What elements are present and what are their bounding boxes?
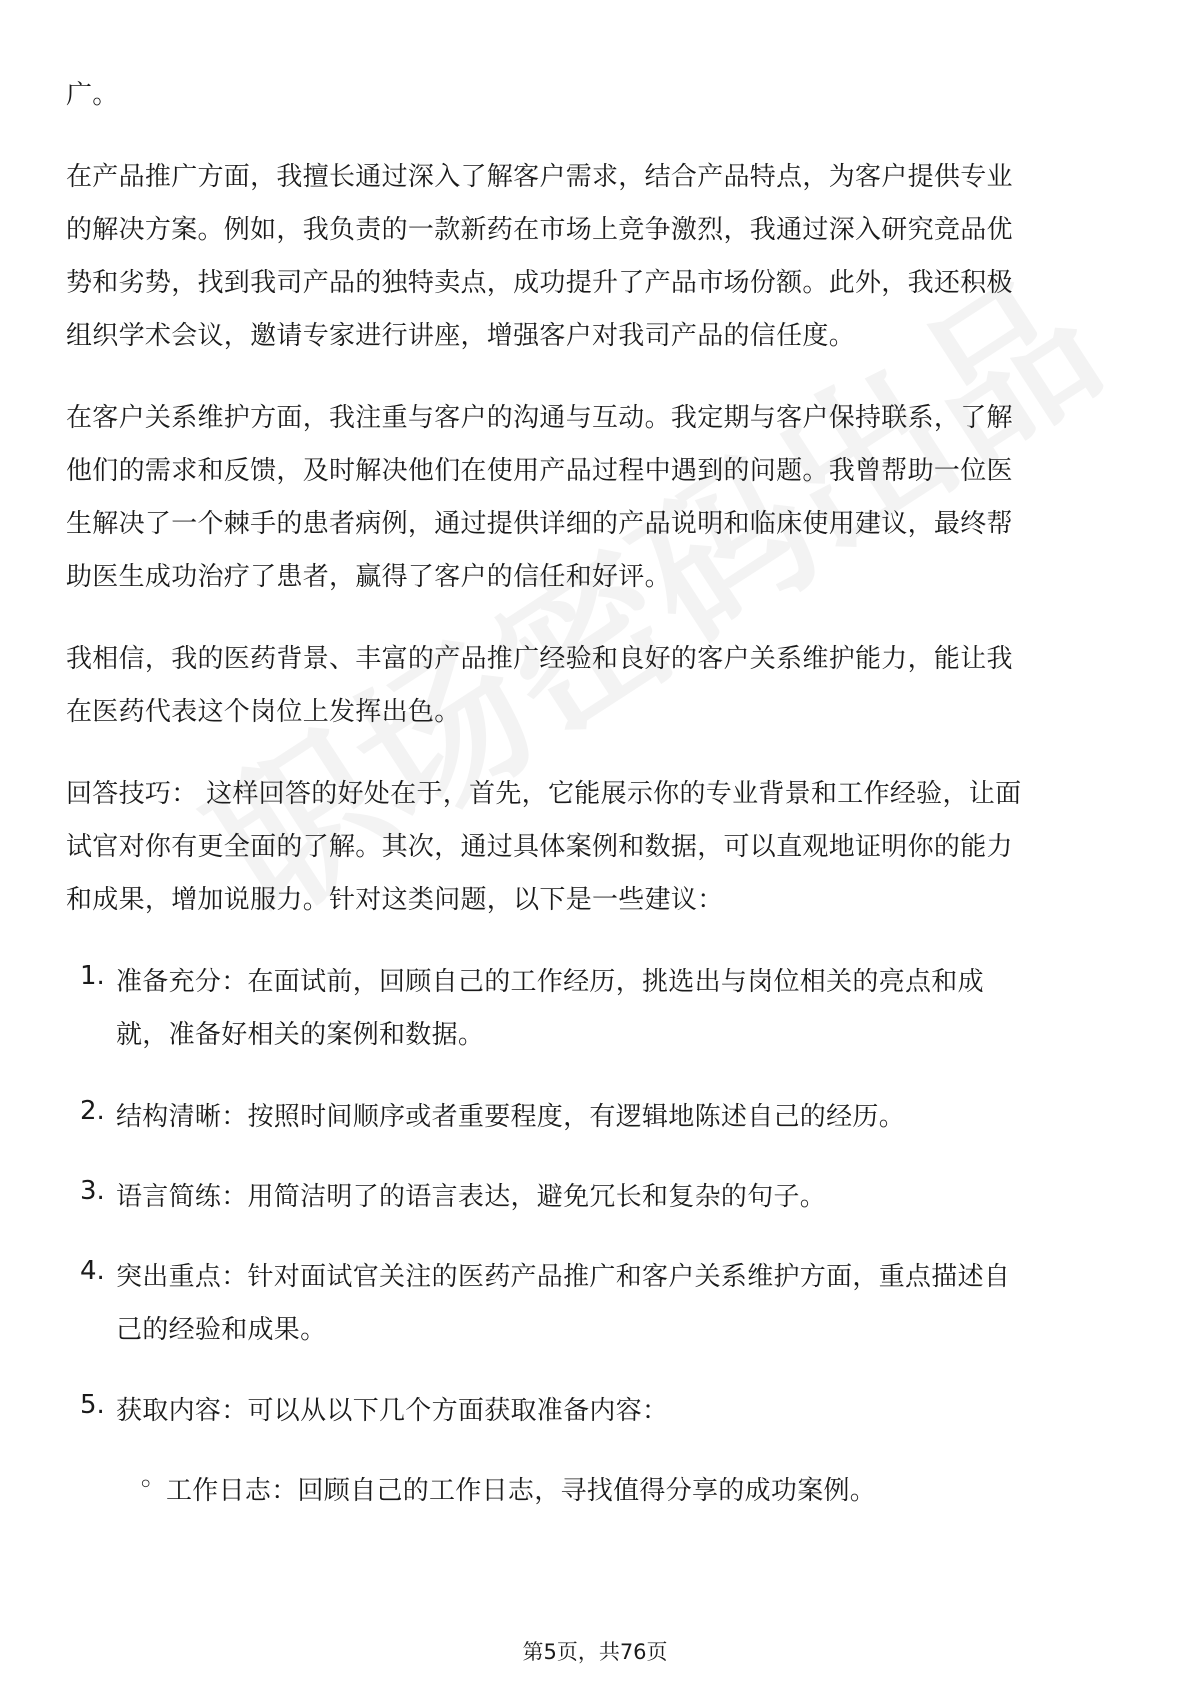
text-line: 生解决了一个棘手的患者病例，通过提供详细的产品说明和临床使用建议，最终帮 [66,509,1013,539]
text-line: 的解决方案。例如，我负责的一款新药在市场上竞争激烈，我通过深入研究竞品优 [66,215,1013,245]
list-number: 2. [80,1096,105,1126]
list-number: 4. [80,1256,105,1286]
text-line: 在医药代表这个岗位上发挥出色。 [66,697,461,727]
list-item-line: 准备充分：在面试前，回顾自己的工作经历，挑选出与岗位相关的亮点和成 [116,967,984,997]
list-item-line: 获取内容：可以从以下几个方面获取准备内容： [116,1396,669,1426]
text-line: 他们的需求和反馈，及时解决他们在使用产品过程中遇到的问题。我曾帮助一位医 [66,456,1013,486]
text-line: 回答技巧： 这样回答的好处在于，首先，它能展示你的专业背景和工作经验，让面 [66,779,1022,809]
text-line: 势和劣势，找到我司产品的独特卖点，成功提升了产品市场份额。此外，我还积极 [66,268,1013,298]
text-line: 和成果，增加说服力。针对这类问题，以下是一些建议： [66,885,724,915]
list-item-line: 突出重点：针对面试官关注的医药产品推广和客户关系维护方面，重点描述自 [116,1262,1011,1292]
list-item-line: 结构清晰：按照时间顺序或者重要程度，有逻辑地陈述自己的经历。 [116,1102,906,1132]
list-item-line: 己的经验和成果。 [116,1315,327,1345]
sub-bullet-text: 工作日志：回顾自己的工作日志，寻找值得分享的成功案例。 [166,1476,877,1506]
page-footer: 第5页，共76页 [522,1640,668,1664]
list-number: 1. [80,961,105,991]
sub-bullet-marker: ◦ [138,1470,154,1500]
text-line: 试官对你有更全面的了解。其次，通过具体案例和数据，可以直观地证明你的能力 [66,832,1013,862]
text-line: 在产品推广方面，我擅长通过深入了解客户需求，结合产品特点，为客户提供专业 [66,162,1013,192]
list-item-line: 就，准备好相关的案例和数据。 [116,1020,485,1050]
list-number: 3. [80,1176,105,1206]
text-line: 在客户关系维护方面，我注重与客户的沟通与互动。我定期与客户保持联系，了解 [66,403,1013,433]
text-line: 广。 [66,80,119,110]
text-line: 组织学术会议，邀请专家进行讲座，增强客户对我司产品的信任度。 [66,321,856,351]
text-line: 我相信，我的医药背景、丰富的产品推广经验和良好的客户关系维护能力，能让我 [66,644,1013,674]
text-line: 助医生成功治疗了患者，赢得了客户的信任和好评。 [66,562,671,592]
list-number: 5. [80,1390,105,1420]
list-item-line: 语言简练：用简洁明了的语言表达，避免冗长和复杂的句子。 [116,1182,827,1212]
